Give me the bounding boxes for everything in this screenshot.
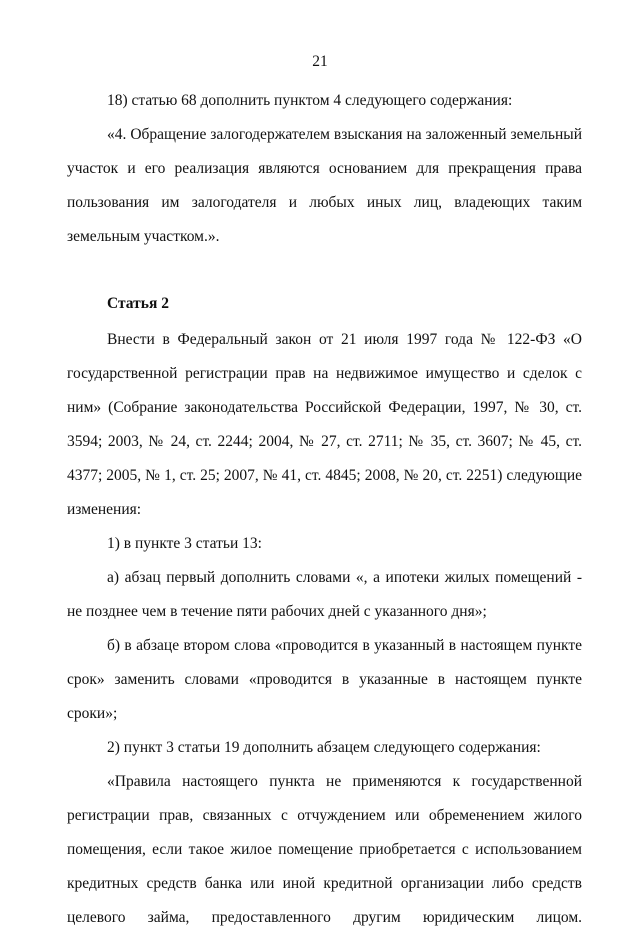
quoted-clause-4: «4. Обращение залогодержателем взыскания на заложенный земельный участок и его реализация являются основанием для прекращения права пользования им залогодателя и любых иных лиц, владеющих таким земельным участком.». bbox=[67, 126, 582, 245]
amendment-item-1: 1) в пункте 3 статьи 13: bbox=[107, 535, 262, 552]
amendment-item-2: 2) пункт 3 статьи 19 дополнить абзацем следующего содержания: bbox=[107, 739, 541, 756]
amendment-item-1b: б) в абзаце втором слова «проводится в указанный в настоящем пункте срок» заменить словами «проводится в указанные в настоящем пункте сроки»; bbox=[67, 637, 582, 722]
section-2 bbox=[67, 323, 582, 935]
article-intro: Внести в Федеральный закон от 21 июля 1997 года № 122-ФЗ «О государственной регистрации прав на недвижимое имущество и сделок с ним» (Собрание законодательства Российской Федерации, 1997, № 30, ст. 3594; 2003, № 24, ст. 2244; 2004, № 27, ст. 2711; № 35, ст. 3607; № 45, ст. 4377; 2005, № 1, ст. 25; 2007, № 41, ст. 4845; 2008, № 20, ст. 2251) следующие изменения: bbox=[67, 331, 582, 518]
quoted-rules-paragraph: «Правила настоящего пункта не применяются к государственной регистрации прав, связанных с отчуждением или обременением жилого помещения, если такое жилое помещение приобретается с использованием кредитных средств банка или иной кредитной организации либо средств целевого займа, предоставленного другим юридическим лицом. bbox=[67, 773, 582, 926]
article-heading: Статья 2 bbox=[107, 295, 169, 312]
amendment-item-18: 18) статью 68 дополнить пунктом 4 следующего содержания: bbox=[107, 92, 513, 109]
section-1 bbox=[67, 84, 582, 254]
amendment-item-1a: а) абзац первый дополнить словами «, а ипотеки жилых помещений - не позднее чем в течение пяти рабочих дней с указанного дня»; bbox=[67, 569, 582, 620]
page-number: 21 bbox=[312, 53, 328, 70]
